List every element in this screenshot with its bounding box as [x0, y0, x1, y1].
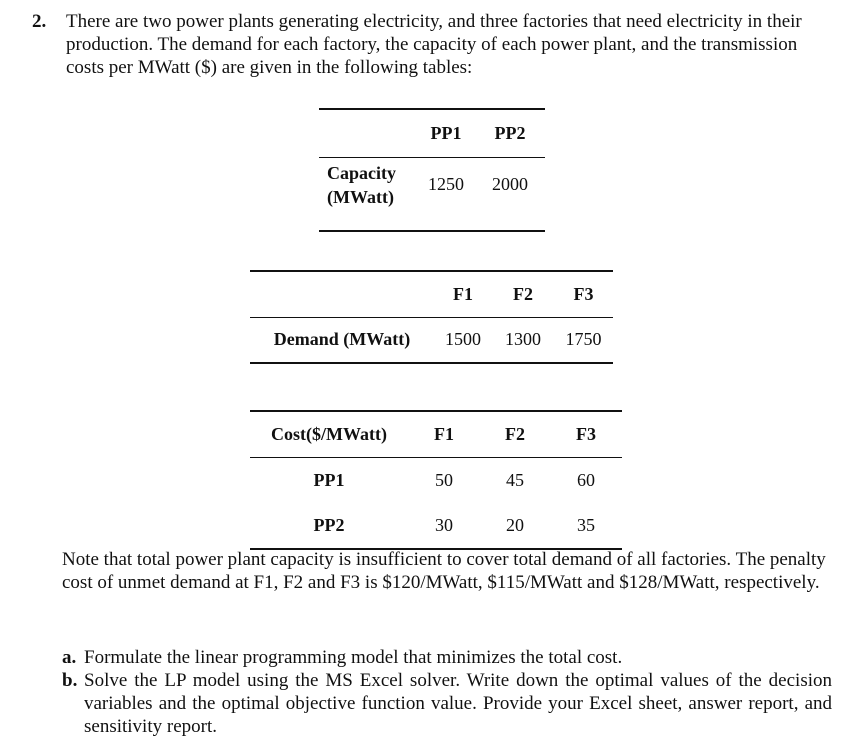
cost-header-f1: F1	[434, 423, 454, 444]
cost-pp2-f2: 20	[506, 515, 524, 535]
cost-header-f3: F3	[576, 423, 596, 444]
cost-pp1-f1: 50	[435, 469, 453, 490]
cost-row-label-pp1: PP1	[313, 469, 345, 490]
capacity-header-pp2: PP2	[494, 122, 526, 143]
cost-row-label-pp2: PP2	[313, 515, 345, 535]
cost-corner: Cost($/MWatt)	[271, 423, 387, 444]
part-b-text: Solve the LP model using the MS Excel solver. Write down the optimal values of the decision variables and the optimal objective function value. Provide your Excel sheet, answer report, and sensitivity report.	[84, 670, 832, 737]
cost-pp2-f3: 35	[577, 515, 595, 535]
demand-header-f2: F2	[513, 283, 533, 304]
part-a-label: a.	[62, 647, 77, 668]
part-a	[62, 646, 832, 669]
question-parts	[62, 646, 832, 738]
demand-value-f1: 1500	[445, 329, 481, 350]
capacity-value-pp2: 2000	[492, 173, 528, 194]
part-a-text: Formulate the linear programming model that minimizes the total cost.	[84, 647, 623, 668]
cost-header-f2: F2	[505, 423, 525, 444]
demand-header-f3: F3	[573, 283, 594, 304]
demand-value-f3: 1750	[565, 329, 602, 350]
cost-table	[250, 410, 622, 550]
part-b	[62, 669, 832, 738]
cost-pp1-f2: 45	[506, 469, 524, 490]
demand-corner	[250, 271, 434, 317]
question-number: 2.	[32, 11, 47, 32]
demand-row-label: Demand (MWatt)	[273, 329, 411, 350]
capacity-label-line1: Capacity	[327, 162, 396, 183]
note-paragraph: Note that total power plant capacity is insufficient to cover total demand of all factories. The penalty cost of unmet demand at F1, F2 and F3 is $120/MWatt, $115/MWatt and $128/MWatt, respectively.	[62, 549, 826, 593]
cost-pp1-f3: 60	[577, 469, 595, 490]
cost-pp2-f1: 30	[435, 515, 453, 535]
capacity-label-line2: (MWatt)	[327, 186, 394, 207]
capacity-header-pp1: PP1	[430, 122, 462, 143]
part-b-label: b.	[62, 670, 78, 691]
demand-header-f1: F1	[453, 283, 473, 304]
demand-table	[250, 270, 613, 364]
capacity-table	[319, 108, 545, 232]
question-intro: There are two power plants generating electricity, and three factories that need electricity in their production. The demand for each factory, the capacity of each power plant, and the transmission costs per MWatt ($) are given in the following tables:	[66, 11, 802, 78]
capacity-corner	[319, 109, 417, 157]
capacity-value-pp1: 1250	[428, 173, 464, 194]
capacity-row-label	[319, 157, 417, 231]
demand-value-f2: 1300	[505, 329, 541, 350]
